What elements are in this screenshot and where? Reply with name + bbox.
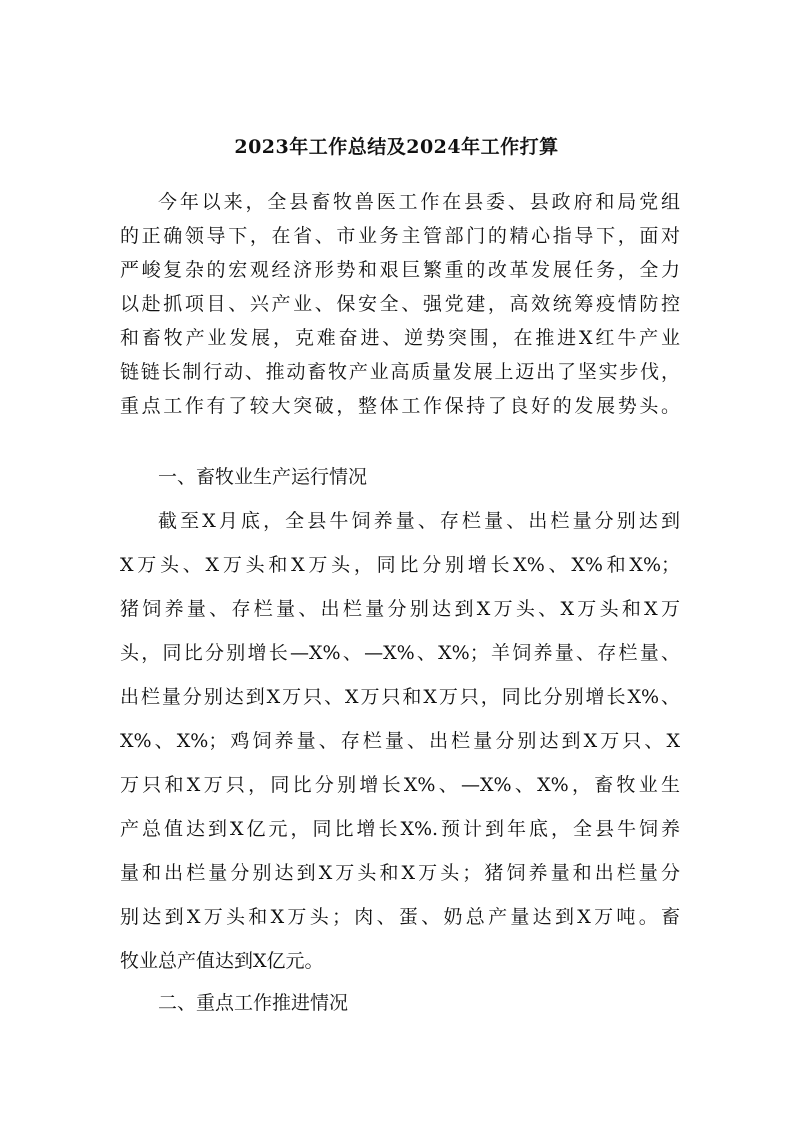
paragraph-line: 产总值达到X亿元，同比增长X%.预计到年底，全县牛饲养 [120, 818, 680, 840]
paragraph-line: 截至X月底，全县牛饲养量、存栏量、出栏量分别达到 [158, 510, 680, 532]
paragraph-line: 的正确领导下，在省、市业务主管部门的精心指导下，面对 [120, 225, 680, 247]
paragraph-line: 万只和X万只，同比分别增长X%、—X%、X%，畜牧业生 [120, 774, 680, 796]
paragraph-line: 牧业总产值达到X亿元。 [120, 950, 324, 972]
paragraph-line: X%、X%；鸡饲养量、存栏量、出栏量分别达到X万只、X [120, 730, 680, 752]
section-heading: 二、重点工作推进情况 [158, 992, 349, 1014]
paragraph-line: 出栏量分别达到X万只、X万只和X万只，同比分别增长X%、 [120, 686, 680, 708]
paragraph-line: 和畜牧产业发展，克难奋进、逆势突围，在推进X红牛产业 [120, 327, 680, 349]
document-title: 2023年工作总结及2024年工作打算 [234, 136, 559, 158]
paragraph-line: 链链长制行动、推动畜牧产业高质量发展上迈出了坚实步伐， [120, 361, 680, 383]
paragraph-line: 严峻复杂的宏观经济形势和艰巨繁重的改革发展任务，全力 [120, 259, 680, 281]
paragraph-line: 头，同比分别增长—X%、—X%、X%；羊饲养量、存栏量、 [120, 642, 680, 664]
section-heading: 一、畜牧业生产运行情况 [158, 466, 368, 488]
paragraph-line: X万头、X万头和X万头，同比分别增长X%、X%和X%； [120, 554, 680, 576]
paragraph-line: 别达到X万头和X万头；肉、蛋、奶总产量达到X万吨。畜 [120, 906, 680, 928]
paragraph-line: 以赴抓项目、兴产业、保安全、强党建，高效统筹疫情防控 [120, 293, 680, 315]
paragraph-line: 重点工作有了较大突破，整体工作保持了良好的发展势头。 [120, 395, 680, 417]
paragraph-line: 量和出栏量分别达到X万头和X万头；猪饲养量和出栏量分 [120, 862, 680, 884]
paragraph-line: 猪饲养量、存栏量、出栏量分别达到X万头、X万头和X万 [120, 598, 680, 620]
paragraph-line: 今年以来，全县畜牧兽医工作在县委、县政府和局党组 [158, 191, 680, 213]
